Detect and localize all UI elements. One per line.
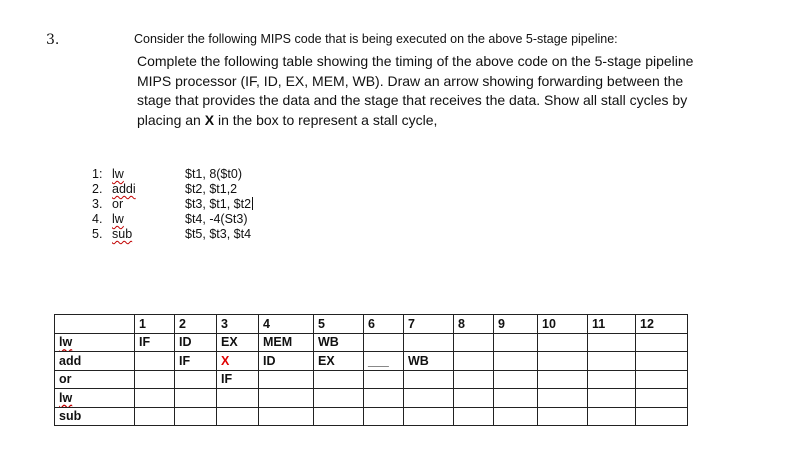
cycle-header-cell[interactable]: 7	[404, 315, 454, 334]
stage-cell[interactable]: ___	[364, 352, 404, 371]
stage-cell[interactable]	[314, 389, 364, 408]
opcode	[112, 227, 185, 242]
cycle-header-cell[interactable]	[55, 315, 135, 334]
stage-cell[interactable]	[404, 407, 454, 426]
stage-cell[interactable]	[588, 407, 636, 426]
operands: $t2, $t1,2	[185, 182, 238, 196]
code-line	[92, 227, 253, 242]
cycle-header-cell[interactable]: 3	[217, 315, 259, 334]
stage-cell[interactable]	[636, 389, 688, 408]
stage-cell[interactable]	[454, 389, 494, 408]
line-number: 5.	[92, 227, 103, 241]
stage-cell[interactable]: IF	[217, 370, 259, 389]
instructions-text: Complete the following table showing the timing of the above code on the 5-stage pipeline MIPS processor (IF, ID, EX, MEM, WB). Draw an arrow showing forwarding between the stage that provides the data and the stage that receives the data. Show all stall cycles by placing an	[137, 53, 694, 128]
opcode	[112, 212, 185, 227]
stage-cell[interactable]: ID	[175, 333, 217, 352]
operands: $t1, 8($t0)	[185, 167, 242, 181]
instructions-text-end: in the box to represent a stall cycle,	[214, 111, 438, 128]
stage-cell[interactable]	[135, 389, 175, 408]
stage-cell[interactable]	[588, 370, 636, 389]
stage-cell[interactable]	[217, 389, 259, 408]
stage-cell[interactable]	[314, 407, 364, 426]
stage-cell[interactable]	[175, 407, 217, 426]
stage-cell[interactable]	[404, 389, 454, 408]
opcode	[112, 182, 185, 197]
stage-cell[interactable]: WB	[314, 333, 364, 352]
cycle-header-cell[interactable]: 1	[135, 315, 175, 334]
instruction-cell[interactable]: lw	[55, 389, 135, 408]
stage-cell[interactable]	[494, 389, 538, 408]
code-line	[92, 167, 253, 182]
stage-cell[interactable]	[588, 352, 636, 371]
stage-cell[interactable]	[217, 407, 259, 426]
stage-cell[interactable]	[538, 407, 588, 426]
stage-cell[interactable]	[259, 407, 314, 426]
stage-cell[interactable]	[454, 352, 494, 371]
stage-cell[interactable]	[636, 370, 688, 389]
stage-cell[interactable]	[259, 370, 314, 389]
stage-cell[interactable]	[538, 352, 588, 371]
line-number: 1:	[92, 167, 103, 181]
operands	[185, 197, 253, 212]
stage-cell[interactable]	[636, 333, 688, 352]
table-row	[55, 370, 688, 389]
cycle-header-cell[interactable]: 12	[636, 315, 688, 334]
stage-cell[interactable]	[494, 333, 538, 352]
stage-cell[interactable]: IF	[135, 333, 175, 352]
instruction-cell[interactable]: lw	[55, 333, 135, 352]
stage-cell[interactable]: WB	[404, 352, 454, 371]
stage-cell[interactable]	[364, 407, 404, 426]
stage-cell[interactable]	[636, 407, 688, 426]
opcode	[112, 167, 185, 182]
opcode-text: addi	[112, 182, 136, 196]
cycle-header-cell[interactable]: 2	[175, 315, 217, 334]
stage-cell[interactable]: IF	[175, 352, 217, 371]
stage-cell[interactable]: MEM	[259, 333, 314, 352]
text-cursor	[252, 197, 253, 210]
stage-cell[interactable]	[588, 333, 636, 352]
line-number: 2.	[92, 182, 103, 196]
stage-cell[interactable]	[454, 370, 494, 389]
instruction-cell[interactable]: sub	[55, 407, 135, 426]
stage-cell[interactable]	[454, 333, 494, 352]
line-number: 3.	[92, 197, 103, 211]
code-line	[92, 197, 253, 212]
stage-cell[interactable]	[404, 333, 454, 352]
stage-cell[interactable]	[259, 389, 314, 408]
table-row	[55, 333, 688, 352]
question-instructions	[137, 52, 697, 130]
opcode-text: lw	[112, 167, 124, 181]
cycle-header-cell[interactable]: 9	[494, 315, 538, 334]
stage-cell[interactable]	[494, 352, 538, 371]
opcode-text: sub	[112, 227, 133, 241]
cycle-header-cell[interactable]: 8	[454, 315, 494, 334]
stage-cell[interactable]: EX	[314, 352, 364, 371]
stage-cell[interactable]	[538, 370, 588, 389]
stage-cell[interactable]	[364, 333, 404, 352]
operands-text: $t3, $t1, $t2	[185, 197, 252, 211]
stage-cell[interactable]	[494, 370, 538, 389]
stage-cell[interactable]	[364, 370, 404, 389]
pipeline-table	[54, 314, 688, 426]
table-header-row	[55, 315, 688, 334]
stage-cell[interactable]	[135, 407, 175, 426]
stage-cell[interactable]	[135, 352, 175, 371]
cycle-header-cell[interactable]: 10	[538, 315, 588, 334]
cycle-header-cell[interactable]: 5	[314, 315, 364, 334]
instruction-cell[interactable]: add	[55, 352, 135, 371]
stage-cell[interactable]	[538, 389, 588, 408]
cycle-header-cell[interactable]: 11	[588, 315, 636, 334]
operands: $t5, $t3, $t4	[185, 227, 252, 241]
question-number: 3.	[46, 32, 60, 48]
operands: $t4, -4(St3)	[185, 212, 248, 226]
stage-cell[interactable]	[538, 333, 588, 352]
stall-symbol: X	[204, 111, 215, 128]
table-row	[55, 407, 688, 426]
stage-cell[interactable]	[175, 370, 217, 389]
stage-cell[interactable]: ID	[259, 352, 314, 371]
opcode	[112, 197, 185, 212]
cycle-header-cell[interactable]: 6	[364, 315, 404, 334]
opcode-text: or	[112, 197, 124, 211]
stage-cell[interactable]	[175, 389, 217, 408]
stage-cell[interactable]	[454, 407, 494, 426]
opcode-text: lw	[112, 212, 124, 226]
code-line	[92, 182, 253, 197]
table-row	[55, 389, 688, 408]
stage-cell[interactable]: EX	[217, 333, 259, 352]
stage-cell[interactable]: X	[217, 352, 259, 371]
stage-cell[interactable]	[588, 389, 636, 408]
stage-cell[interactable]	[314, 370, 364, 389]
question-intro: Consider the following MIPS code that is being executed on the above 5-stage pipeline:	[134, 32, 618, 46]
line-number: 4.	[92, 212, 103, 226]
code-line	[92, 212, 253, 227]
table-row	[55, 352, 688, 371]
stage-cell[interactable]	[494, 407, 538, 426]
mips-code	[92, 167, 253, 242]
stage-cell[interactable]	[404, 370, 454, 389]
instruction-cell[interactable]: or	[55, 370, 135, 389]
stage-cell[interactable]	[364, 389, 404, 408]
stage-cell[interactable]	[636, 352, 688, 371]
cycle-header-cell[interactable]: 4	[259, 315, 314, 334]
stage-cell[interactable]	[135, 370, 175, 389]
